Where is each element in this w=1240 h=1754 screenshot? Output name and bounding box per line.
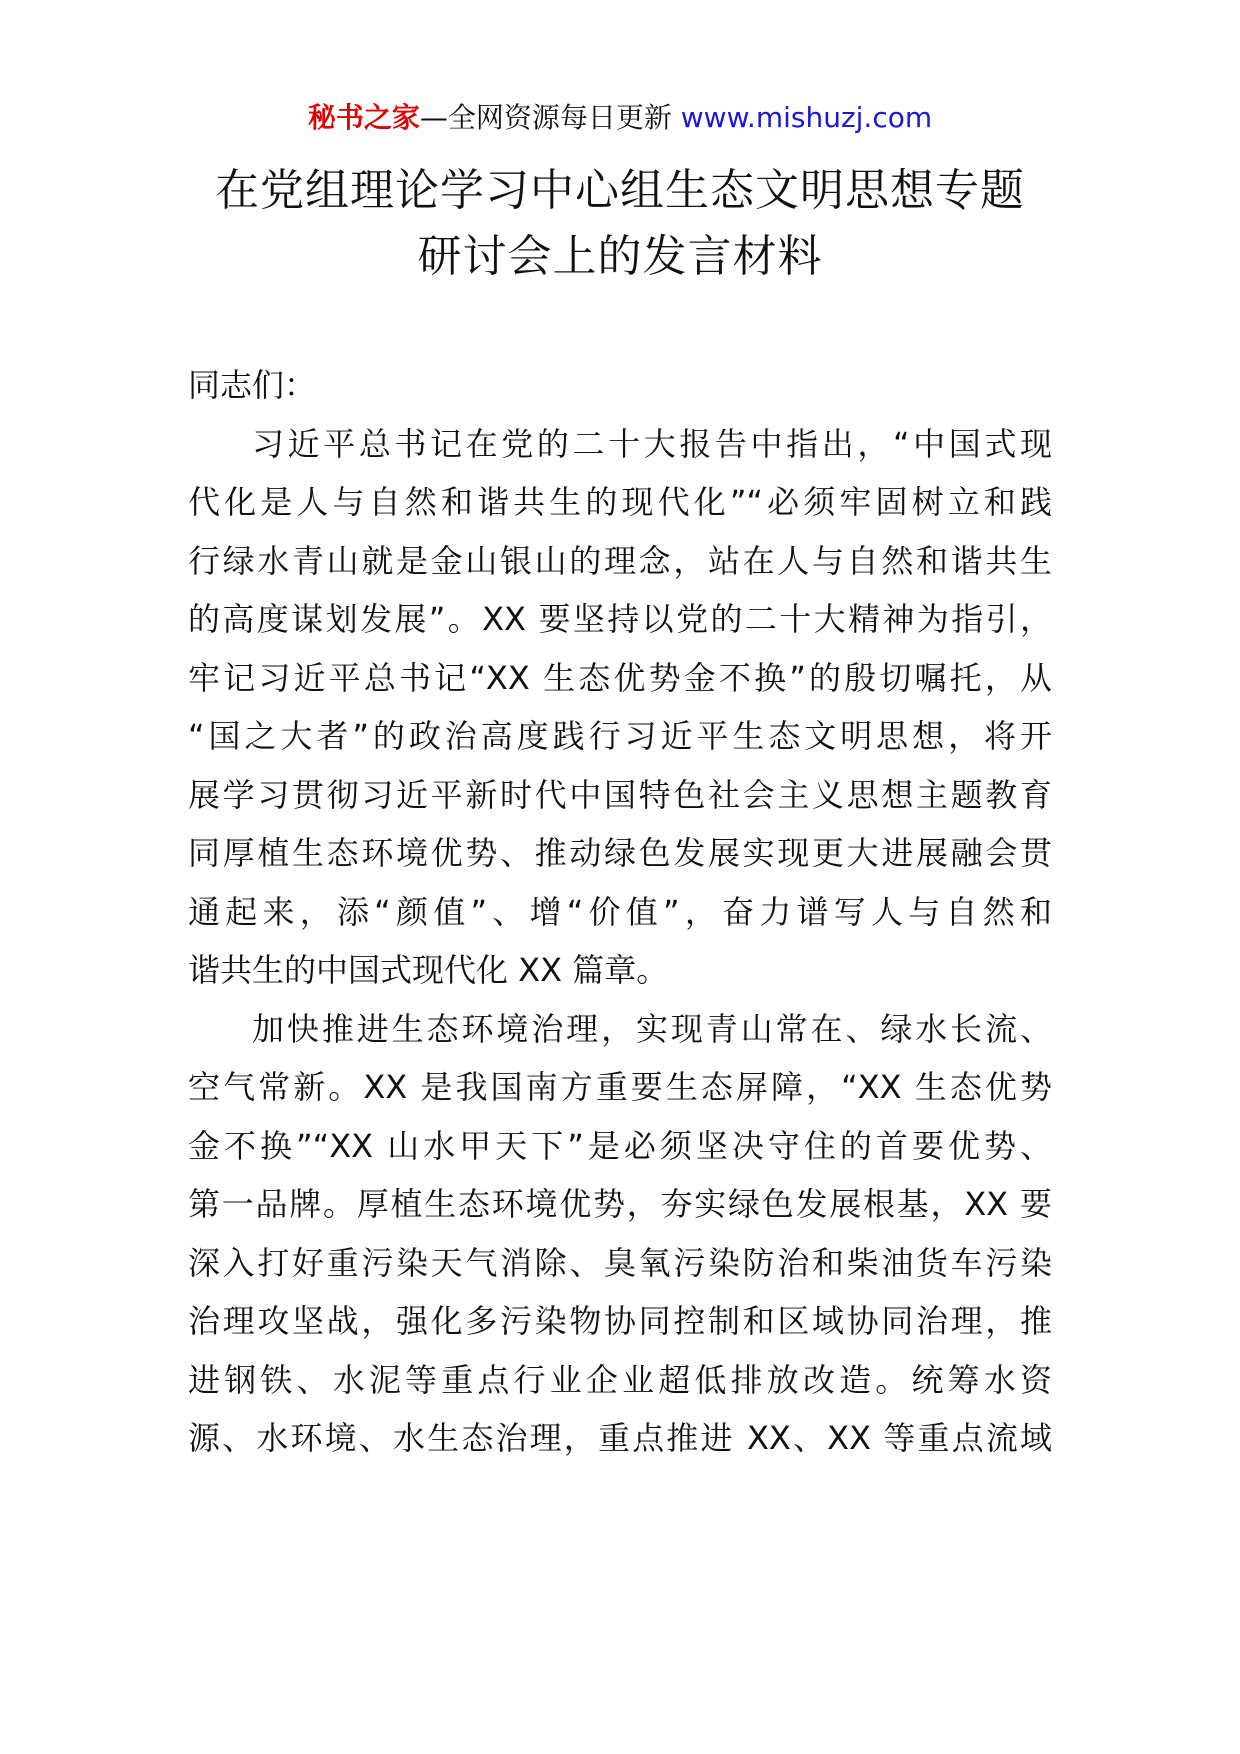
paragraph-line: 源、水环境、水生态治理，重点推进 XX、XX 等重点流域 bbox=[188, 1419, 1052, 1457]
paragraph-line: 治理攻坚战，强化多污染物协同控制和区域协同治理，推 bbox=[188, 1302, 1052, 1340]
paragraph-line: 习近平总书记在党的二十大报告中指出，“中国式现 bbox=[252, 424, 1052, 463]
paragraph-line: 同厚植生态环境优势、推动绿色发展实现更大进展融会贯 bbox=[188, 834, 1052, 872]
document-body bbox=[188, 356, 1052, 1468]
title-line-2: 研讨会上的发言材料 bbox=[417, 231, 823, 282]
paragraph-1 bbox=[188, 415, 1052, 1000]
paragraph-line: 牢记习近平总书记“XX 生态优势金不换”的殷切嘱托，从 bbox=[188, 658, 1052, 697]
paragraph-line: 加快推进生态环境治理，实现青山常在、绿水长流、 bbox=[252, 1009, 1052, 1048]
paragraph-line: 空气常新。XX 是我国南方重要生态屏障，“XX 生态优势 bbox=[188, 1068, 1052, 1106]
paragraph-line: 深入打好重污染天气消除、臭氧污染防治和柴油货车污染 bbox=[188, 1243, 1052, 1282]
paragraph-line: 通起来，添“颜值”、增“价值”，奋力谱写人与自然和 bbox=[188, 892, 1052, 931]
salutation: 同志们： bbox=[188, 366, 317, 404]
paragraph-2 bbox=[188, 1000, 1052, 1468]
paragraph-line: 代化是人与自然和谐共生的现代化”“必须牢固树立和践 bbox=[188, 483, 1052, 521]
site-header-banner bbox=[0, 98, 1240, 138]
document-title bbox=[120, 158, 1120, 290]
paragraph-line: “国之大者”的政治高度践行习近平生态文明思想，将开 bbox=[188, 717, 1052, 755]
paragraph-line: 进钢铁、水泥等重点行业企业超低排放改造。统筹水资 bbox=[188, 1360, 1052, 1399]
paragraph-line: 的高度谋划发展”。XX 要坚持以党的二十大精神为指引， bbox=[188, 600, 1052, 638]
site-url-link[interactable]: www.mishuzj.com bbox=[680, 101, 933, 134]
brand-name: 秘书之家 bbox=[307, 101, 420, 134]
title-line-1: 在党组理论学习中心组生态文明思想专题 bbox=[215, 165, 1025, 216]
paragraph-line: 第一品牌。厚植生态环境优势，夯实绿色发展根基，XX 要 bbox=[188, 1185, 1052, 1223]
header-slogan: —全网资源每日更新 bbox=[419, 101, 681, 134]
paragraph-line: 金不换”“XX 山水甲天下”是必须坚决守住的首要优势、 bbox=[188, 1126, 1052, 1165]
paragraph-line: 行绿水青山就是金山银山的理念，站在人与自然和谐共生 bbox=[188, 541, 1052, 580]
paragraph-line: 展学习贯彻习近平新时代中国特色社会主义思想主题教育 bbox=[188, 775, 1052, 814]
paragraph-line: 谐共生的中国式现代化 XX 篇章。 bbox=[188, 951, 669, 989]
